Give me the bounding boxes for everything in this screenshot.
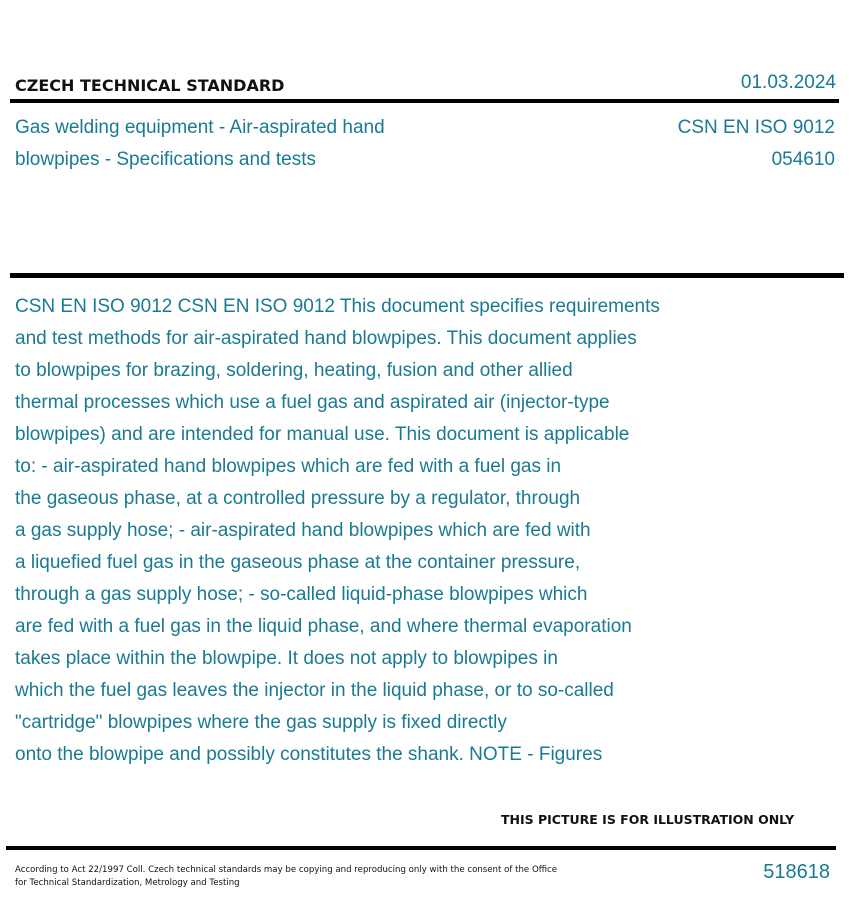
footer-divider bbox=[6, 846, 836, 850]
abstract-line: which the fuel gas leaves the injector in the liquid phase, or to so-called bbox=[15, 680, 614, 701]
abstract-line: are fed with a fuel gas in the liquid phase, and where thermal evaporation bbox=[15, 616, 632, 637]
abstract-line: a gas supply hose; - air-aspirated hand blowpipes which are fed with bbox=[15, 520, 591, 541]
document-code: 518618 bbox=[763, 861, 830, 883]
abstract-line: the gaseous phase, at a controlled pressure by a regulator, through bbox=[15, 488, 581, 509]
publication-date: 01.03.2024 bbox=[740, 72, 836, 93]
title-divider bbox=[10, 273, 844, 278]
abstract-line: CSN EN ISO 9012 CSN EN ISO 9012 This document specifies requirements bbox=[15, 296, 660, 317]
abstract-line: through a gas supply hose; - so-called liquid-phase blowpipes which bbox=[15, 584, 588, 605]
abstract-line: to blowpipes for brazing, soldering, heating, fusion and other allied bbox=[15, 360, 573, 381]
abstract-line: takes place within the blowpipe. It does not apply to blowpipes in bbox=[15, 648, 558, 669]
abstract-line: a liquefied fuel gas in the gaseous phase at the container pressure, bbox=[15, 552, 581, 573]
standard-number: CSN EN ISO 9012 bbox=[677, 117, 835, 138]
legal-notice bbox=[15, 864, 595, 890]
abstract-line: and test methods for air-aspirated hand blowpipes. This document applies bbox=[15, 328, 637, 349]
abstract-line: blowpipes) and are intended for manual use. This document is applicable bbox=[15, 424, 630, 445]
abstract-text bbox=[15, 291, 805, 771]
abstract-line: to: - air-aspirated hand blowpipes which are fed with a fuel gas in bbox=[15, 456, 562, 477]
legal-notice-line-1: According to Act 22/1997 Coll. Czech technical standards may be copying and reproducing only with the consent of the Office bbox=[15, 865, 558, 875]
header-divider bbox=[10, 99, 839, 103]
illustration-disclaimer: THIS PICTURE IS FOR ILLUSTRATION ONLY bbox=[501, 812, 795, 827]
standard-title-line-1: Gas welding equipment - Air-aspirated hand bbox=[15, 117, 385, 138]
abstract-line: thermal processes which use a fuel gas and aspirated air (injector-type bbox=[15, 392, 610, 413]
classification-code: 054610 bbox=[771, 149, 835, 170]
abstract-line: onto the blowpipe and possibly constitutes the shank. NOTE - Figures bbox=[15, 744, 603, 765]
standard-title-line-2: blowpipes - Specifications and tests bbox=[15, 149, 316, 170]
abstract-line: "cartridge" blowpipes where the gas supply is fixed directly bbox=[15, 712, 507, 733]
document-type-label: CZECH TECHNICAL STANDARD bbox=[15, 76, 285, 95]
legal-notice-line-2: for Technical Standardization, Metrology and Testing bbox=[15, 878, 240, 888]
